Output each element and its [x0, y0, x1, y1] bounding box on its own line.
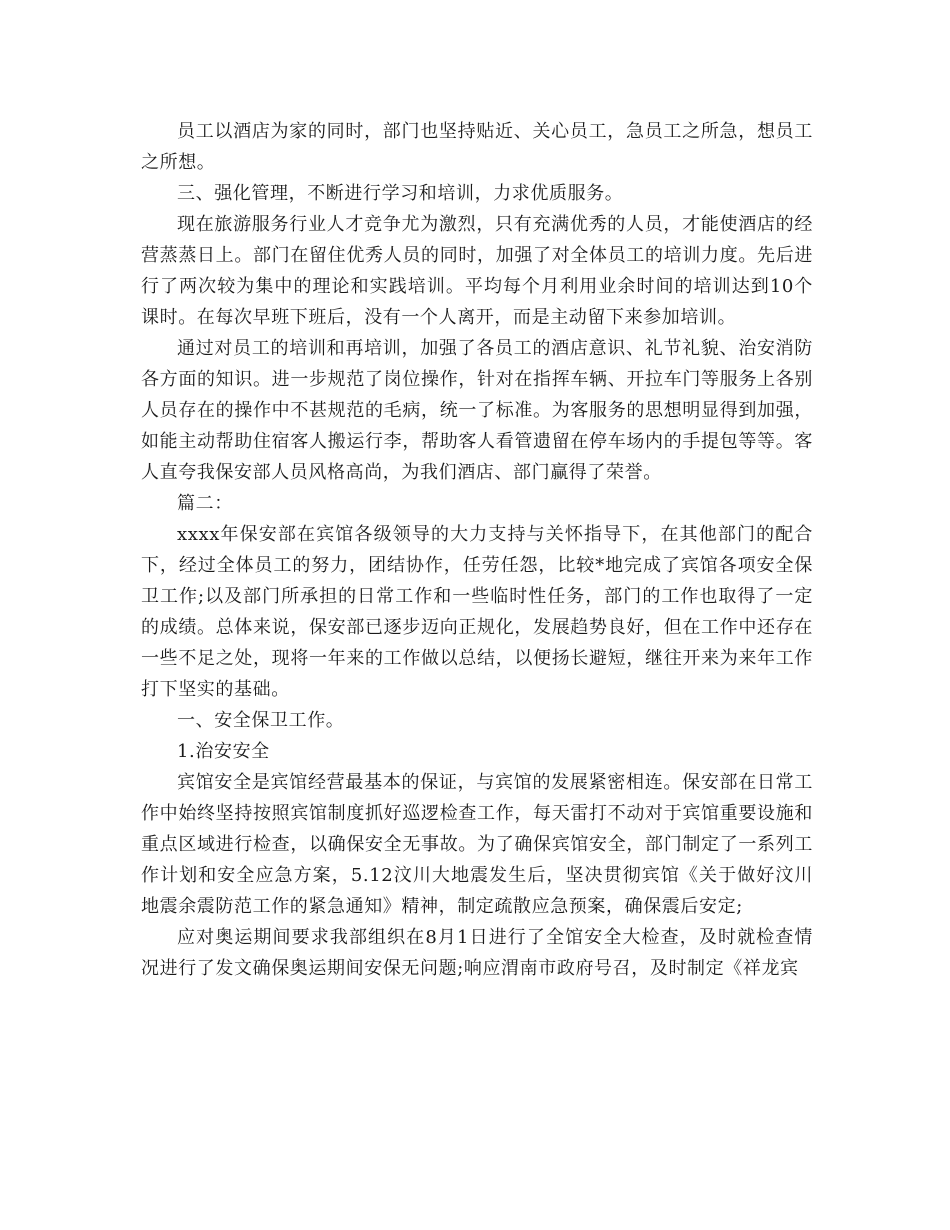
paragraph-hotel-safety: 宾馆安全是宾馆经营最基本的保证，与宾馆的发展紧密相连。保安部在日常工作中始终坚持按照宾馆制度抓好巡逻检查工作，每天雷打不动对于宾馆重要设施和重点区域进行检查，以确保安全无事故。为了确保宾馆安全，部门制定了一系列工作计划和安全应急方案，5.12汶川大地震发生后，坚决贯彻宾馆《关于做好汶川地震余震防范工作的紧急通知》精神，制定疏散应急预案，确保震后安定; [141, 772, 813, 917]
paragraph-training: 现在旅游服务行业人才竞争尤为激烈，只有充满优秀的人员，才能使酒店的经营蒸蒸日上。部门在留住优秀人员的同时，加强了对全体员工的培训力度。先后进行了两次较为集中的理论和实践培训。平均每个月利用业余时间的培训达到10个课时。在每次早班下班后，没有一个人离开，而是主动留下来参加培训。 [141, 214, 813, 328]
paragraph-continuation: 员工以酒店为家的同时，部门也坚持贴近、关心员工，急员工之所急，想员工之所想。 [141, 121, 813, 173]
subsection-heading-public-security: 1.治安安全 [177, 741, 270, 762]
section-heading-security: 一、安全保卫工作。 [177, 710, 345, 731]
part-two-heading: 篇二： [177, 493, 233, 514]
document-body [141, 116, 813, 984]
paragraph-annual-summary: xxxx年保安部在宾馆各级领导的大力支持与关怀指导下，在其他部门的配合下，经过全体员工的努力，团结协作，任劳任怨，比较*地完成了宾馆各项安全保卫工作;以及部门所承担的日常工作和一些临时性任务，部门的工作也取得了一定的成绩。总体来说，保安部已逐步迈向正规化，发展趋势良好，但在工作中还存在一些不足之处，现将一年来的工作做以总结，以便扬长避短，继往开来为来年工作打下坚实的基础。 [141, 524, 813, 700]
section-heading-3: 三、强化管理，不断进行学习和培训，力求优质服务。 [177, 183, 624, 204]
paragraph-training-results: 通过对员工的培训和再培训，加强了各员工的酒店意识、礼节礼貌、治安消防各方面的知识。进一步规范了岗位操作，针对在指挥车辆、开拉车门等服务上各别人员存在的操作中不甚规范的毛病，统一了标准。为客服务的思想明显得到加强，如能主动帮助住宿客人搬运行李，帮助客人看管遗留在停车场内的手提包等等。客人直夸我保安部人员风格高尚，为我们酒店、部门赢得了荣誉。 [141, 338, 813, 483]
paragraph-olympics: 应对奥运期间要求我部组织在8月1日进行了全馆安全大检查，及时就检查情况进行了发文确保奥运期间安保无问题;响应渭南市政府号召，及时制定《祥龙宾 [141, 927, 813, 979]
